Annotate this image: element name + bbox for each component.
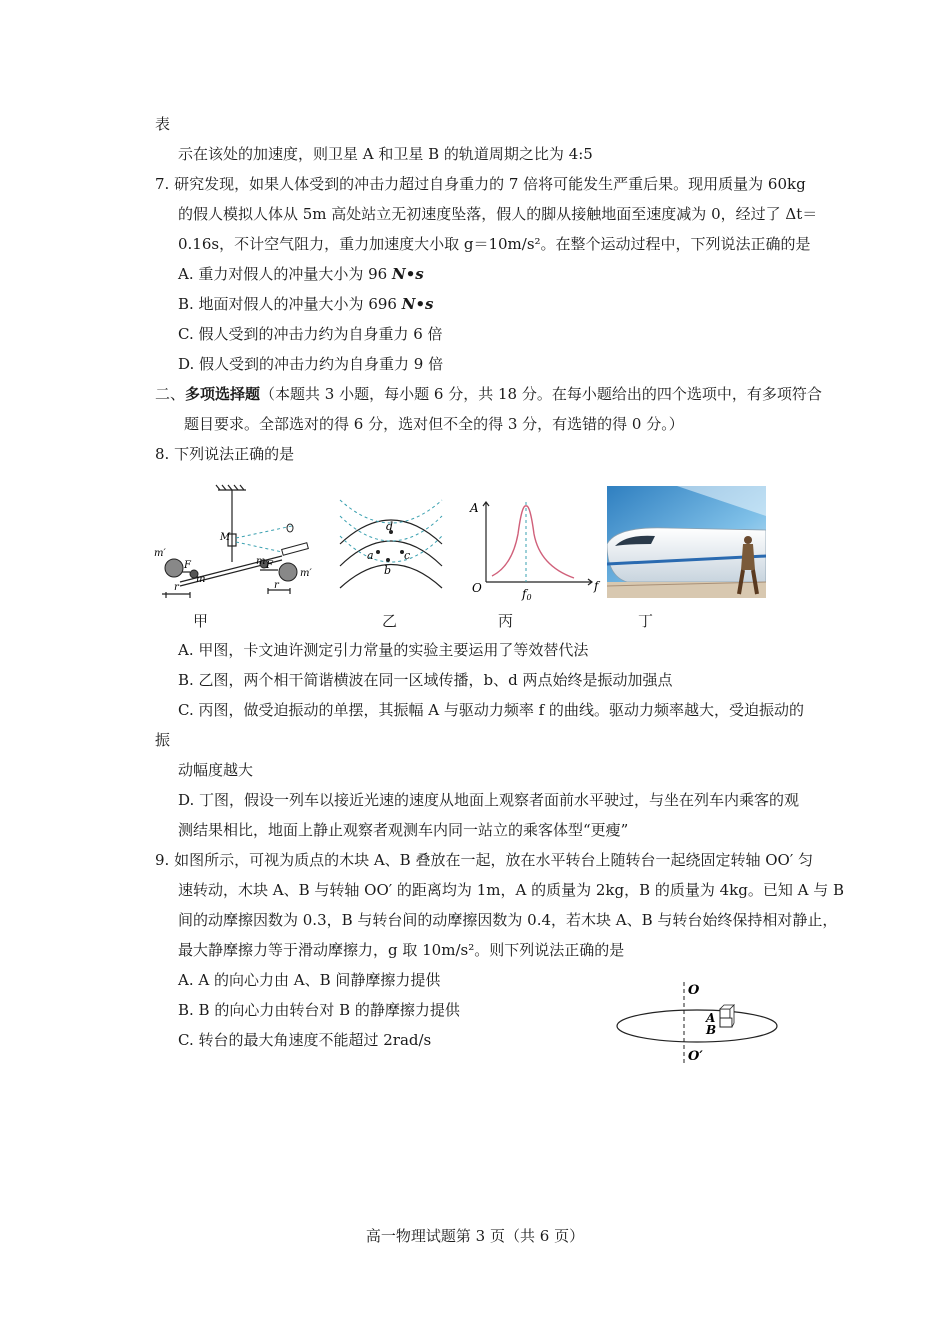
figure-caption-bing: 丙 xyxy=(498,612,514,630)
question-8-option-b: B. 乙图，两个相干简谐横波在同一区域传播，b、d 两点始终是振动加强点 xyxy=(178,671,673,689)
question-9-stem: 9. 如图所示，可视为质点的木块 A、B 叠放在一起，放在水平转台上随转台一起绕固定转轴 OO′ 匀 xyxy=(155,851,814,869)
axis-label-f: f xyxy=(594,579,599,593)
question-8-option-d: 测结果相比，地面上静止观察者观测车内同一站立的乘客体型“更瘦” xyxy=(178,821,629,839)
figure-caption-yi: 乙 xyxy=(382,612,398,630)
mass-label: m xyxy=(196,574,206,585)
text-line: 表 xyxy=(155,115,171,133)
resonance-frequency-label: f0 xyxy=(522,587,532,602)
figure-caption-ding: 丁 xyxy=(638,612,654,630)
point-label: b xyxy=(384,564,392,577)
question-7-option-d: D. 假人受到的冲击力约为自身重力 9 倍 xyxy=(178,355,444,373)
figure-yi xyxy=(336,496,446,592)
question-7-option-a: A. 重力对假人的冲量大小为 96 N•s xyxy=(178,265,424,283)
force-label: F xyxy=(184,560,191,571)
block-label-a: A xyxy=(706,1011,716,1025)
mass-label: m xyxy=(256,556,266,567)
point-label: d xyxy=(386,520,394,533)
question-9-option-c: C. 转台的最大角速度不能超过 2rad/s xyxy=(178,1031,432,1049)
question-7-option-c: C. 假人受到的冲击力约为自身重力 6 倍 xyxy=(178,325,443,343)
mass-label: m′ xyxy=(300,568,312,579)
section-2-instructions: 题目要求。全部选对的得 6 分，选对但不全的得 3 分，有选错的得 0 分。） xyxy=(184,415,684,433)
mass-label: m′ xyxy=(154,548,166,559)
question-8-option-c: 振 xyxy=(155,731,171,749)
figure-bing xyxy=(464,494,604,602)
question-8-stem: 8. 下列说法正确的是 xyxy=(155,445,295,463)
axis-label-o: O xyxy=(688,983,700,998)
distance-label: r xyxy=(274,580,279,591)
origin-label: O xyxy=(472,581,482,595)
section-2-heading: 二、多项选择题（本题共 3 小题，每小题 6 分，共 18 分。在每小题给出的四个选项中，有多项符合 xyxy=(155,385,822,403)
text-line: 示在该处的加速度，则卫星 A 和卫星 B 的轨道周期之比为 4:5 xyxy=(178,145,593,163)
question-7-stem: 7. 研究发现，如果人体受到的冲击力超过自身重力的 7 倍将可能发生严重后果。现用质量为 60kg xyxy=(155,175,806,193)
question-9-option-a: A. A 的向心力由 A、B 间静摩擦力提供 xyxy=(178,971,441,989)
question-9-stem: 最大静摩擦力等于滑动摩擦力，g 取 10m/s²。则下列说法正确的是 xyxy=(178,941,625,959)
axis-label-o-prime: O′ xyxy=(688,1049,703,1064)
question-8-option-c: C. 丙图，做受迫振动的单摆，其振幅 A 与驱动力频率 f 的曲线。驱动力频率越大，受迫振动的 xyxy=(178,701,804,719)
point-label: c xyxy=(404,549,411,562)
point-label: a xyxy=(367,549,374,562)
block-label-b: B xyxy=(706,1023,717,1037)
axis-label-a: A xyxy=(470,501,479,515)
question-8-option-d: D. 丁图，假设一列车以接近光速的速度从地面上观察者面前水平驶过，与坐在列车内乘客的观 xyxy=(178,791,800,809)
figure-turntable xyxy=(612,978,782,1070)
question-9-option-b: B. B 的向心力由转台对 B 的静摩擦力提供 xyxy=(178,1001,460,1019)
question-7-stem: 0.16s，不计空气阻力，重力加速度大小取 g＝10m/s²。在整个运动过程中，下列说法正确的是 xyxy=(178,235,811,253)
force-label: F xyxy=(266,560,273,571)
question-9-stem: 速转动，木块 A、B 与转轴 OO′ 的距离均为 1m，A 的质量为 2kg，B 的质量为 4kg。已知 A 与 B xyxy=(178,881,845,899)
figure-caption-jia: 甲 xyxy=(193,612,209,630)
question-9-stem: 间的动摩擦因数为 0.3，B 与转台间的动摩擦因数为 0.4，若木块 A、B 与转台始终保持相对静止， xyxy=(178,911,838,929)
mirror-label: M xyxy=(220,532,231,543)
question-7-stem: 的假人模拟人体从 5m 高处站立无初速度坠落，假人的脚从接触地面至速度减为 0，经过了 Δt＝ xyxy=(178,205,818,223)
distance-label: r xyxy=(174,582,179,593)
figure-jia xyxy=(150,482,315,602)
question-8-option-c: 动幅度越大 xyxy=(178,761,254,779)
question-7-option-b: B. 地面对假人的冲量大小为 696 N•s xyxy=(178,295,434,313)
figure-ding-train-photo xyxy=(607,486,766,598)
page-footer: 高一物理试题第 3 页（共 6 页） xyxy=(365,1227,585,1245)
question-8-option-a: A. 甲图，卡文迪许测定引力常量的实验主要运用了等效替代法 xyxy=(178,641,589,659)
